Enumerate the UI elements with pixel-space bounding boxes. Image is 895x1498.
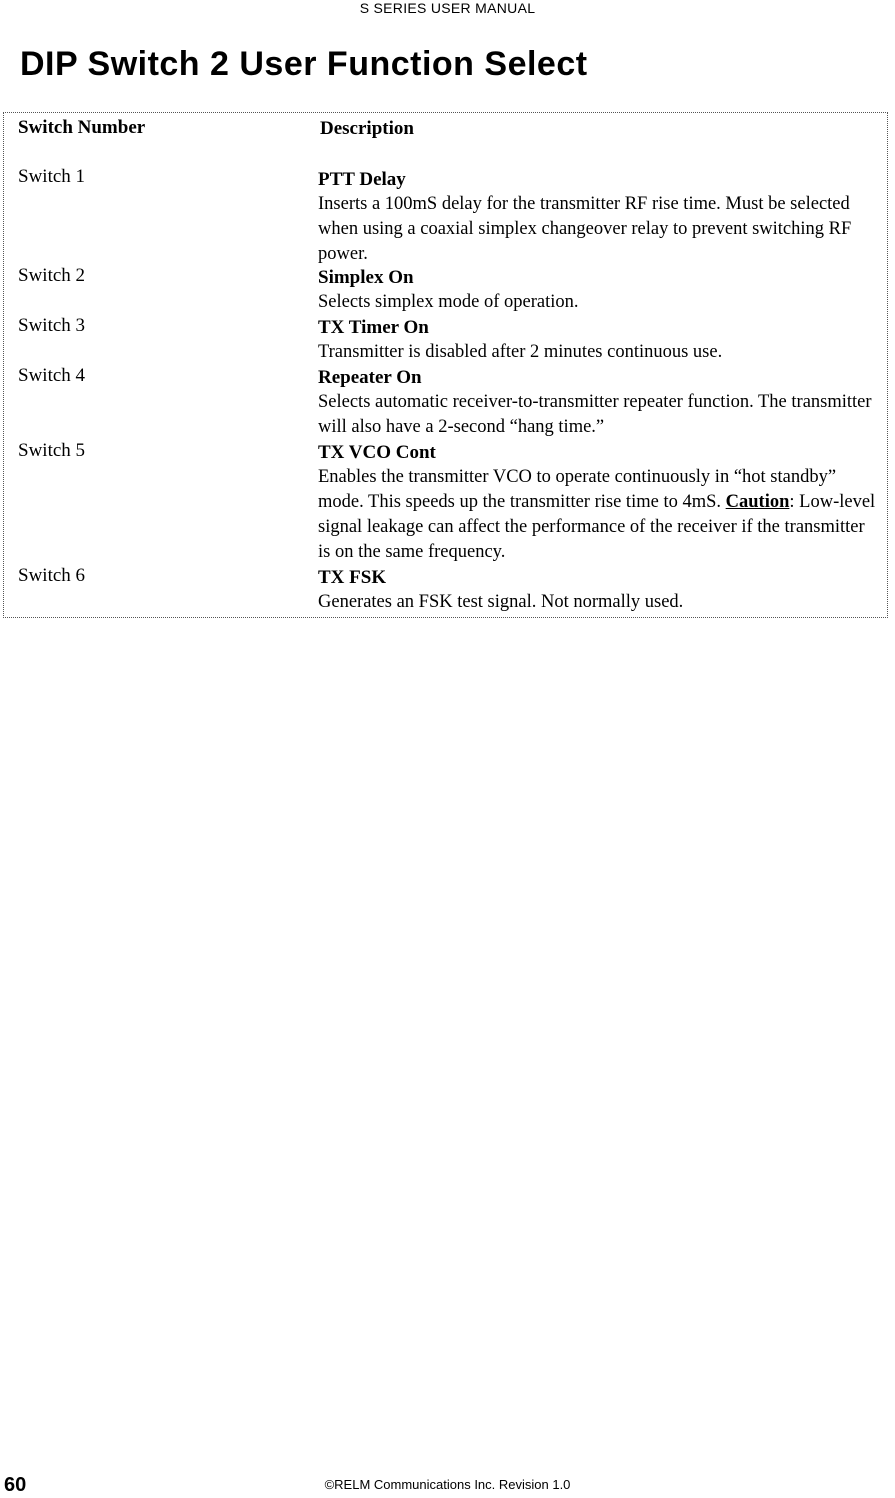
- function-title-1: PTT Delay: [318, 169, 406, 190]
- description-switch-1: [318, 167, 880, 267]
- description-switch-2: [318, 265, 880, 315]
- function-text-3: Transmitter is disabled after 2 minutes continuous use.: [318, 342, 723, 362]
- function-title-4: Repeater On: [318, 367, 422, 388]
- description-switch-3: [318, 315, 880, 365]
- switch-label-3: Switch 3: [18, 315, 86, 336]
- description-switch-6: [318, 565, 880, 615]
- page-number: 60: [4, 1474, 27, 1496]
- description-switch-4: [318, 365, 880, 440]
- switch-label-5: Switch 5: [18, 440, 86, 461]
- caution-text: : Low-level signal leakage can affect the performance of the receiver if the transmitter is on the same frequency.: [318, 492, 876, 562]
- function-text-5-main: Enables the transmitter VCO to operate continuously in “hot standby” mode. This speeds up the transmitter rise time to 4mS.: [318, 467, 837, 512]
- column-header-switch-number: Switch Number: [18, 117, 146, 138]
- caution-label: Caution: [725, 492, 790, 512]
- switch-label-4: Switch 4: [18, 365, 86, 386]
- function-title-2: Simplex On: [318, 267, 414, 288]
- function-text-6: Generates an FSK test signal. Not normally used.: [318, 592, 684, 612]
- column-header-description: Description: [320, 118, 414, 139]
- footer-copyright: ©RELM Communications Inc. Revision 1.0: [324, 1477, 571, 1492]
- running-header: S SERIES USER MANUAL: [359, 0, 536, 16]
- switch-label-6: Switch 6: [18, 565, 86, 586]
- description-switch-5: [318, 440, 880, 565]
- function-title-6: TX FSK: [318, 567, 387, 588]
- function-title-3: TX Timer On: [318, 317, 429, 338]
- function-text-5: [318, 465, 880, 565]
- switch-label-1: Switch 1: [18, 166, 86, 187]
- function-text-2: Selects simplex mode of operation.: [318, 292, 579, 312]
- function-text-4: Selects automatic receiver-to-transmitter repeater function. The transmitter will also have a 2-second “hang time.”: [318, 392, 872, 437]
- function-title-5: TX VCO Cont: [318, 442, 436, 463]
- page-title: DIP Switch 2 User Function Select: [20, 45, 588, 83]
- switch-label-2: Switch 2: [18, 265, 86, 286]
- function-text-1: Inserts a 100mS delay for the transmitter RF rise time. Must be selected when using a coaxial simplex changeover relay to prevent switching RF power.: [318, 194, 852, 264]
